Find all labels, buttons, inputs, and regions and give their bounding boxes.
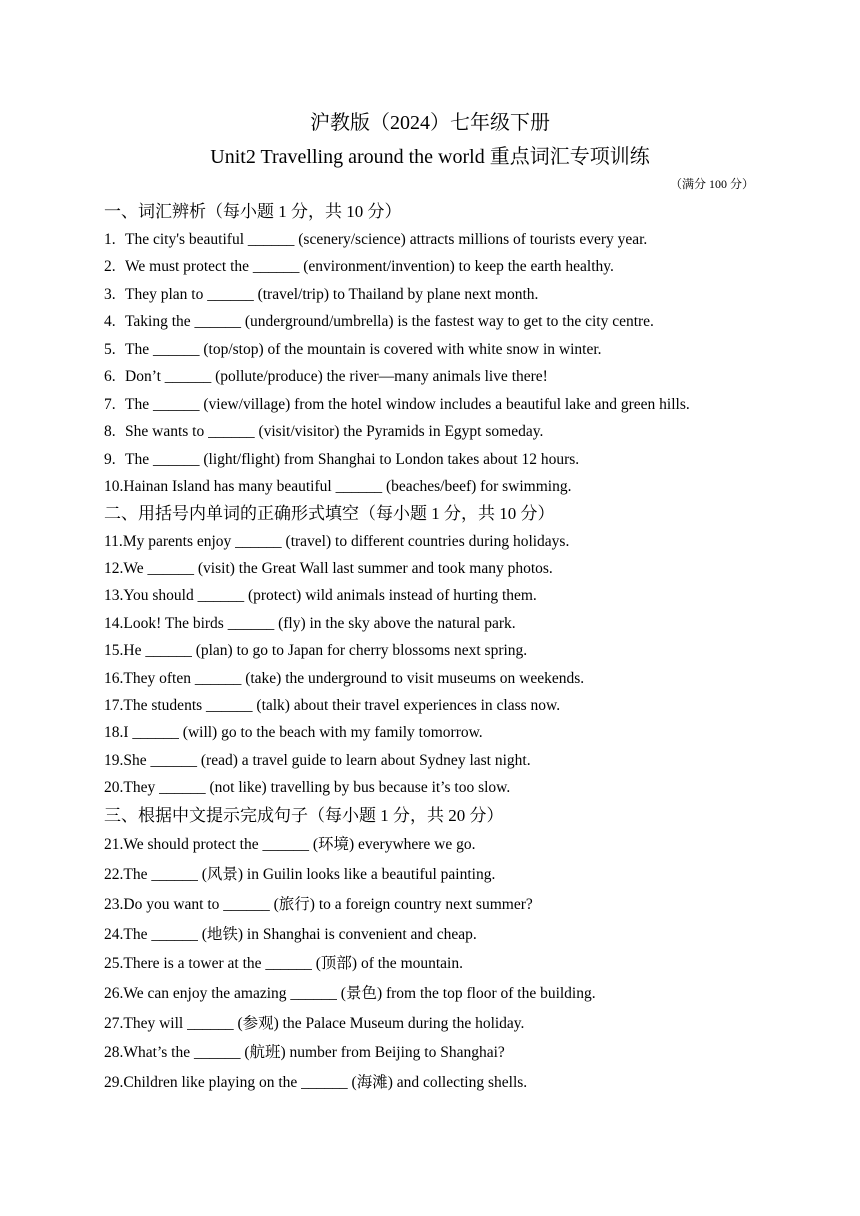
question-text: They will ______ (参观) the Palace Museum during the holiday.: [123, 1015, 525, 1032]
question-item: [104, 1014, 524, 1034]
question-number: 2.: [104, 258, 116, 275]
question-item: [104, 257, 614, 277]
question-number: 22.: [104, 866, 124, 883]
question-item: [104, 285, 538, 305]
question-item: [104, 751, 531, 771]
question-number: 21.: [104, 836, 124, 853]
question-item: [104, 723, 483, 743]
question-text: We should protect the ______ (环境) everywhere we go.: [123, 836, 476, 853]
question-text: You should ______ (protect) wild animals instead of hurting them.: [123, 587, 537, 604]
question-text: The ______ (风景) in Guilin looks like a beautiful painting.: [123, 866, 496, 883]
question-number: 9.: [104, 451, 116, 468]
question-item: [104, 925, 477, 945]
question-number: 14.: [104, 615, 124, 632]
question-text: The ______ (view/village) from the hotel window includes a beautiful lake and green hills.: [125, 396, 690, 413]
question-item: [104, 835, 476, 855]
question-number: 17.: [104, 697, 124, 714]
question-item: [104, 865, 495, 885]
question-text: The ______ (light/flight) from Shanghai to London takes about 12 hours.: [125, 451, 580, 468]
question-number: 1.: [104, 231, 116, 248]
question-number: 8.: [104, 423, 116, 440]
question-number: 26.: [104, 985, 124, 1002]
question-number: 13.: [104, 587, 124, 604]
question-text: He ______ (plan) to go to Japan for cherry blossoms next spring.: [123, 642, 528, 659]
question-number: 3.: [104, 286, 116, 303]
question-text: My parents enjoy ______ (travel) to different countries during holidays.: [122, 533, 570, 550]
question-item: [104, 1073, 527, 1093]
question-number: 6.: [104, 368, 116, 385]
question-item: [104, 641, 527, 661]
question-item: [104, 669, 584, 689]
question-number: 5.: [104, 341, 116, 358]
question-text: Children like playing on the ______ (海滩) and collecting shells.: [123, 1074, 528, 1091]
question-text: We can enjoy the amazing ______ (景色) from the top floor of the building.: [123, 985, 596, 1002]
question-item: [104, 984, 596, 1004]
question-number: 18.: [104, 724, 124, 741]
question-number: 27.: [104, 1015, 124, 1032]
question-text: They ______ (not like) travelling by bus because it’s too slow.: [123, 779, 511, 796]
question-item: [104, 477, 571, 497]
question-item: [104, 696, 560, 716]
question-number: 23.: [104, 896, 124, 913]
section-heading: 三、根据中文提示完成句子（每小题 1 分，共 20 分）: [104, 806, 504, 825]
question-text: What’s the ______ (航班) number from Beijing to Shanghai?: [123, 1044, 505, 1061]
question-text: I ______ (will) go to the beach with my family tomorrow.: [123, 724, 483, 741]
question-number: 20.: [104, 779, 124, 796]
question-text: She wants to ______ (visit/visitor) the Pyramids in Egypt someday.: [125, 423, 544, 440]
worksheet-title: 沪教版（2024）七年级下册: [310, 112, 550, 134]
question-number: 24.: [104, 926, 124, 943]
question-item: [104, 586, 537, 606]
question-item: [104, 450, 579, 470]
question-number: 28.: [104, 1044, 124, 1061]
question-text: Do you want to ______ (旅行) to a foreign country next summer?: [123, 896, 533, 913]
worksheet-subtitle: Unit2 Travelling around the world 重点词汇专项训练: [210, 146, 650, 168]
question-item: [104, 340, 602, 360]
question-number: 29.: [104, 1074, 124, 1091]
question-text: They often ______ (take) the underground to visit museums on weekends.: [123, 670, 585, 687]
question-text: They plan to ______ (travel/trip) to Thailand by plane next month.: [125, 286, 539, 303]
question-item: [104, 895, 533, 915]
question-number: 25.: [104, 955, 124, 972]
question-text: Don’t ______ (pollute/produce) the river—many animals live there!: [125, 368, 548, 385]
question-item: [104, 954, 463, 974]
section-heading: 一、词汇辨析（每小题 1 分，共 10 分）: [104, 202, 402, 221]
question-text: The students ______ (talk) about their travel experiences in class now.: [123, 697, 561, 714]
question-text: There is a tower at the ______ (顶部) of the mountain.: [123, 955, 463, 972]
question-number: 15.: [104, 642, 124, 659]
question-item: [104, 1043, 505, 1063]
question-text: Look! The birds ______ (fly) in the sky above the natural park.: [123, 615, 516, 632]
question-text: Hainan Island has many beautiful ______ (beaches/beef) for swimming.: [123, 478, 572, 495]
question-item: [104, 532, 569, 552]
question-number: 7.: [104, 396, 116, 413]
question-item: [104, 312, 654, 332]
question-number: 16.: [104, 670, 124, 687]
question-number: 11.: [104, 533, 123, 550]
question-text: We ______ (visit) the Great Wall last summer and took many photos.: [123, 560, 553, 577]
question-text: Taking the ______ (underground/umbrella) is the fastest way to get to the city centre.: [125, 313, 654, 330]
question-text: We must protect the ______ (environment/invention) to keep the earth healthy.: [125, 258, 614, 275]
question-text: The ______ (地铁) in Shanghai is convenient and cheap.: [123, 926, 477, 943]
question-item: [104, 395, 690, 415]
question-item: [104, 614, 516, 634]
total-score: （满分 100 分）: [669, 177, 754, 191]
question-text: The city's beautiful ______ (scenery/science) attracts millions of tourists every year.: [125, 231, 648, 248]
question-text: The ______ (top/stop) of the mountain is covered with white snow in winter.: [125, 341, 602, 358]
question-number: 12.: [104, 560, 124, 577]
question-item: [104, 422, 543, 442]
question-item: [104, 230, 647, 250]
question-item: [104, 367, 548, 387]
section-heading: 二、用括号内单词的正确形式填空（每小题 1 分，共 10 分）: [104, 504, 555, 523]
question-number: 10.: [104, 478, 124, 495]
question-item: [104, 778, 510, 798]
question-number: 19.: [104, 752, 124, 769]
question-item: [104, 559, 553, 579]
question-text: She ______ (read) a travel guide to learn about Sydney last night.: [123, 752, 531, 769]
question-number: 4.: [104, 313, 116, 330]
